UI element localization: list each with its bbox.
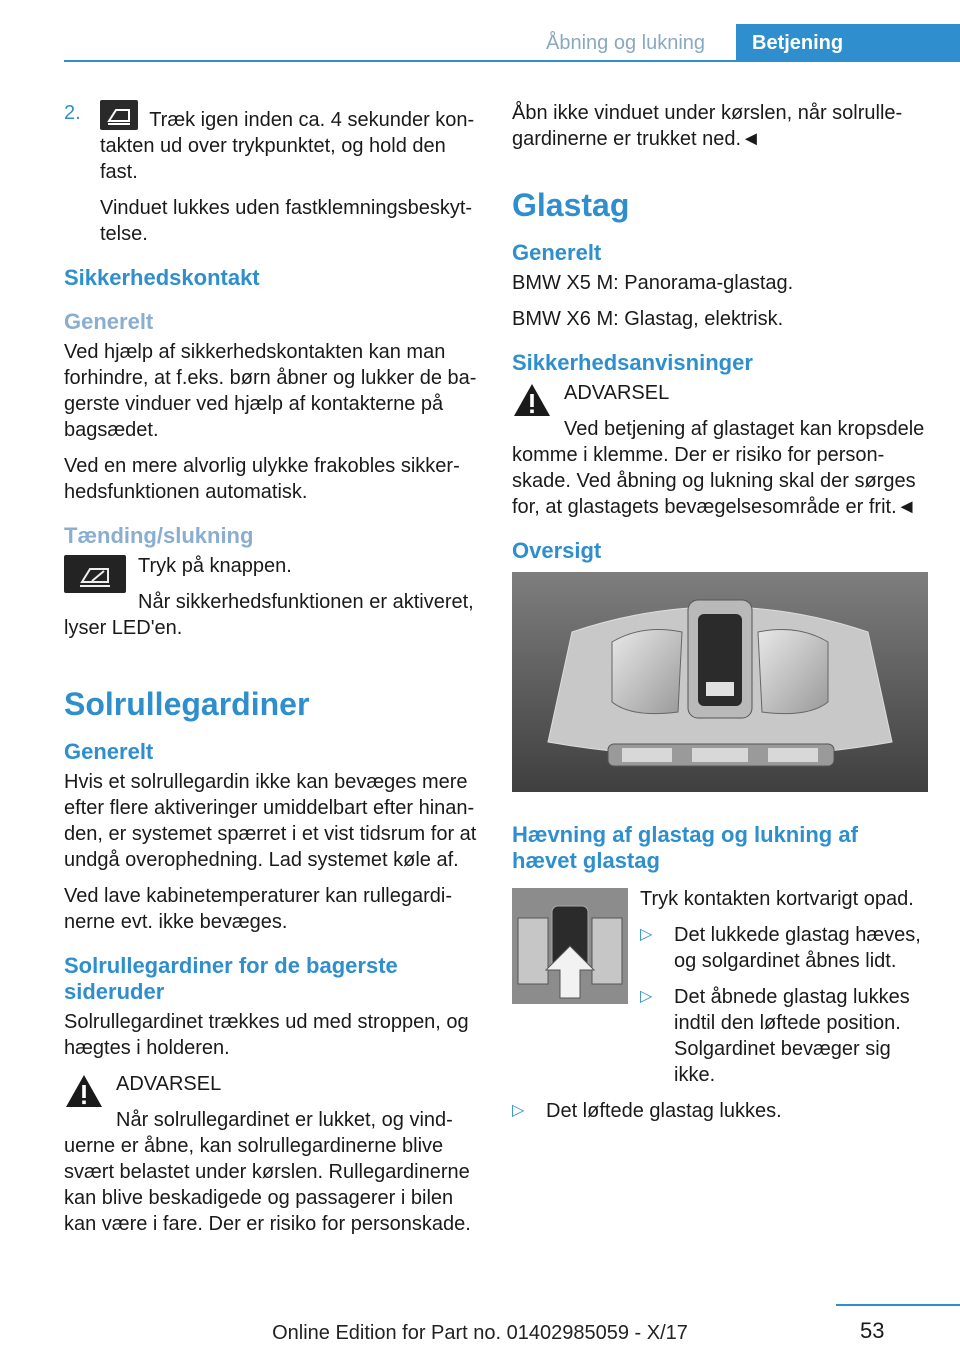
header-rule (64, 60, 960, 62)
warning-icon (64, 1073, 104, 1109)
x5-text: BMW X5 M: Panorama-glastag. (512, 272, 794, 294)
warning-icon (512, 382, 552, 418)
warning-text-right: Ved betjening af glastaget kan kropsdele komme i klemme. Der er risiko for person-skade. Ved åbning og lukning skal der sørges for, at glastagets bevægelsesområde er frit.◄ (512, 418, 925, 518)
glass-roof-heading: Glastag (512, 187, 630, 223)
step-2 (64, 100, 479, 247)
bullet-triangle-icon: ▷ (640, 988, 653, 1005)
step-text: Træk igen inden ca. 4 sekunder kon-takten ud over trykpunktet, og hold den fast. (100, 109, 475, 183)
roof-console-photo (512, 572, 928, 792)
warning-block-left (64, 1071, 479, 1237)
intro-paragraph: Åbn ikke vinduet under kørslen, når solrulle-gardinerne er trukket ned.◄ (512, 102, 903, 150)
page-number: 53 (860, 1318, 885, 1343)
raise-switch-photo (512, 888, 628, 1004)
rear-blinds-paragraph: Solrullegardinet trækkes ud med stroppen, og hægtes i holderen. (64, 1011, 469, 1059)
blinds-paragraph-1: Hvis et solrullegardin ikke kan bevæges mere efter flere aktiveringer umiddelbart efter hinan-den, er systemet spærret i et vist tidsrum for at undgå overophedning. Lad systemet køle af. (64, 771, 477, 871)
header-section-title: Åbning og lukning (546, 32, 706, 54)
ignition-paragraph-2: Når sikkerhedsfunktionen er aktiveret, lyser LED'en. (64, 591, 474, 639)
blinds-paragraph-2: Ved lave kabinetemperaturer kan rullegardi-nerne evt. ikke bevæges. (64, 885, 452, 933)
rear-blinds-heading: Solrullegardiner for de bagerste sideruder (64, 953, 398, 1004)
ignition-block (64, 553, 479, 651)
right-column (512, 100, 928, 1134)
bullet-text: Det løftede glastag lukkes. (546, 1100, 782, 1122)
blinds-general-heading: Generelt (64, 739, 154, 764)
list-item-last (512, 1098, 928, 1124)
footer-rule (836, 1304, 960, 1306)
ignition-paragraph-1: Tryk på knappen. (138, 555, 292, 577)
raise-block (512, 886, 928, 1098)
list-item (640, 922, 928, 974)
roof-general-heading: Generelt (512, 240, 602, 265)
step-result: Vinduet lukkes uden fastklemningsbeskyt-telse. (100, 197, 473, 245)
safety-switch-heading: Sikkerhedskontakt (64, 265, 260, 290)
bullet-text: Det åbnede glastag lukkes indtil den løftede position. Solgardinet bevæger sig ikke. (674, 986, 910, 1086)
list-item (640, 984, 928, 1088)
header-tab-betjening[interactable]: Betjening (736, 24, 960, 62)
child-lock-button-icon (64, 555, 126, 593)
left-column (64, 100, 479, 1247)
bullet-text: Det lukkede glastag hæves, og solgardinet åbnes lidt. (674, 924, 921, 972)
bullet-triangle-icon: ▷ (640, 926, 653, 943)
step-number: 2. (64, 102, 81, 124)
raise-paragraph: Tryk kontakten kortvarigt opad. (640, 888, 914, 910)
bullet-triangle-icon: ▷ (512, 1102, 525, 1119)
safety-paragraph-1: Ved hjælp af sikkerhedskontakten kan man forhindre, at f.eks. børn åbner og lukker de ba-gerste vinduer ved hjælp af kontakterne på bagsædet. (64, 341, 477, 441)
raise-heading: Hævning af glastag og lukning af hævet glastag (512, 822, 858, 873)
x6-text: BMW X6 M: Glastag, elektrisk. (512, 308, 784, 330)
warning-label-right: ADVARSEL (564, 382, 670, 404)
roof-safety-heading: Sikkerhedsanvisninger (512, 350, 753, 375)
warning-label-left: ADVARSEL (116, 1073, 222, 1095)
safety-general-heading: Generelt (64, 309, 154, 334)
overview-heading: Oversigt (512, 538, 602, 563)
safety-paragraph-2: Ved en mere alvorlig ulykke frakobles sikker-hedsfunktionen automatisk. (64, 455, 460, 503)
blinds-heading: Solrullegardiner (64, 686, 310, 722)
warning-block-right (512, 380, 928, 520)
window-switch-icon (100, 100, 138, 130)
ignition-heading: Tænding/slukning (64, 523, 254, 548)
footer-edition: Online Edition for Part no. 01402985059 - X/17 (272, 1322, 688, 1344)
warning-text-left: Når solrullegardinet er lukket, og vind-uerne er åbne, kan solrullegardinerne blive svært belastet under kørslen. Rullegardinerne kan blive beskadigede og passagerer i bilen kan være i fare. Der er risiko for personskade. (64, 1109, 471, 1235)
